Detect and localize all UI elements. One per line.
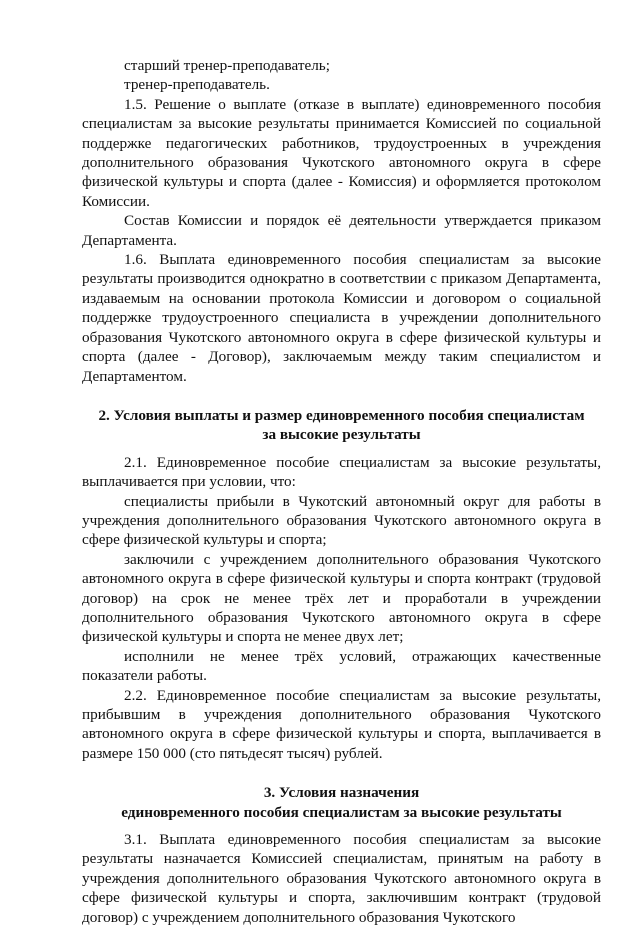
paragraph-1-6: 1.6. Выплата единовременного пособия специалистам за высокие результаты производится однократно в соответствии с приказом Департамента, издаваемым на основании протокола Комиссии и договором о социальной поддержке трудоустроенного специалиста в учреждении дополнительного образования Чукотского автономного округа в сфере физической культуры и спорта (далее - Договор), заключаемым между таким специалистом и Департаментом. — [82, 251, 601, 385]
section-2-title-line1: 2. Условия выплаты и размер единовременного пособия специалистам — [98, 406, 585, 424]
paragraph-1-5: 1.5. Решение о выплате (отказе в выплате) единовременного пособия специалистам за высокие результаты принимается Комиссией по социальной поддержке педагогических работников, трудоустроенных в учреждения дополнительного образования Чукотского автономного округа в сфере физической культуры и спорта (далее - Комиссия) и оформляется протоколом Комиссии. — [82, 95, 601, 210]
paragraph-condition-quality: исполнили не менее трёх условий, отражающих качественные показатели работы. — [82, 647, 601, 685]
paragraph-list-item-senior-coach: старший тренер-преподаватель; — [124, 57, 330, 74]
section-2-title-line2: за высокие результаты — [262, 426, 421, 444]
document-page — [82, 56, 601, 927]
paragraph-list-item-coach: тренер-преподаватель. — [124, 76, 270, 94]
paragraph-2-1: 2.1. Единовременное пособие специалистам за высокие результаты, выплачивается при условии, что: — [82, 453, 601, 491]
paragraph-3-1: 3.1. Выплата единовременного пособия специалистам за высокие результаты назначается Комиссией специалистам, принятым на работу в учреждения дополнительного образования Чукотского автономного округа в сфере физической культуры и спорта, заключившим контракт (трудовой договор) с учреждением дополнительного образования Чукотского — [82, 831, 601, 926]
section-3-title-line1: 3. Условия назначения — [263, 784, 420, 802]
paragraph-commission-composition: Состав Комиссии и порядок её деятельности утверждается приказом Департамента. — [82, 212, 601, 249]
section-3-title-line2: единовременного пособия специалистам за высокие результаты — [121, 803, 562, 821]
paragraph-condition-arrived: специалисты прибыли в Чукотский автономный округ для работы в учреждения дополнительного образования Чукотского автономного округа в сфере физической культуры и спорта; — [82, 492, 601, 549]
paragraph-2-2: 2.2. Единовременное пособие специалистам за высокие результаты, прибывшим в учреждения дополнительного образования Чукотского автономного округа в сфере физической культуры и спорта, выплачивается в размере 150 000 (сто пятьдесят тысяч) рублей. — [82, 686, 601, 762]
paragraph-condition-contract: заключили с учреждением дополнительного образования Чукотского автономного округа в сфере физической культуры и спорта контракт (трудовой договор) на срок не менее трёх лет и проработали в учреждении дополнительного образования Чукотского автономного округа в сфере физической культуры и спорта не менее двух лет; — [82, 550, 601, 646]
